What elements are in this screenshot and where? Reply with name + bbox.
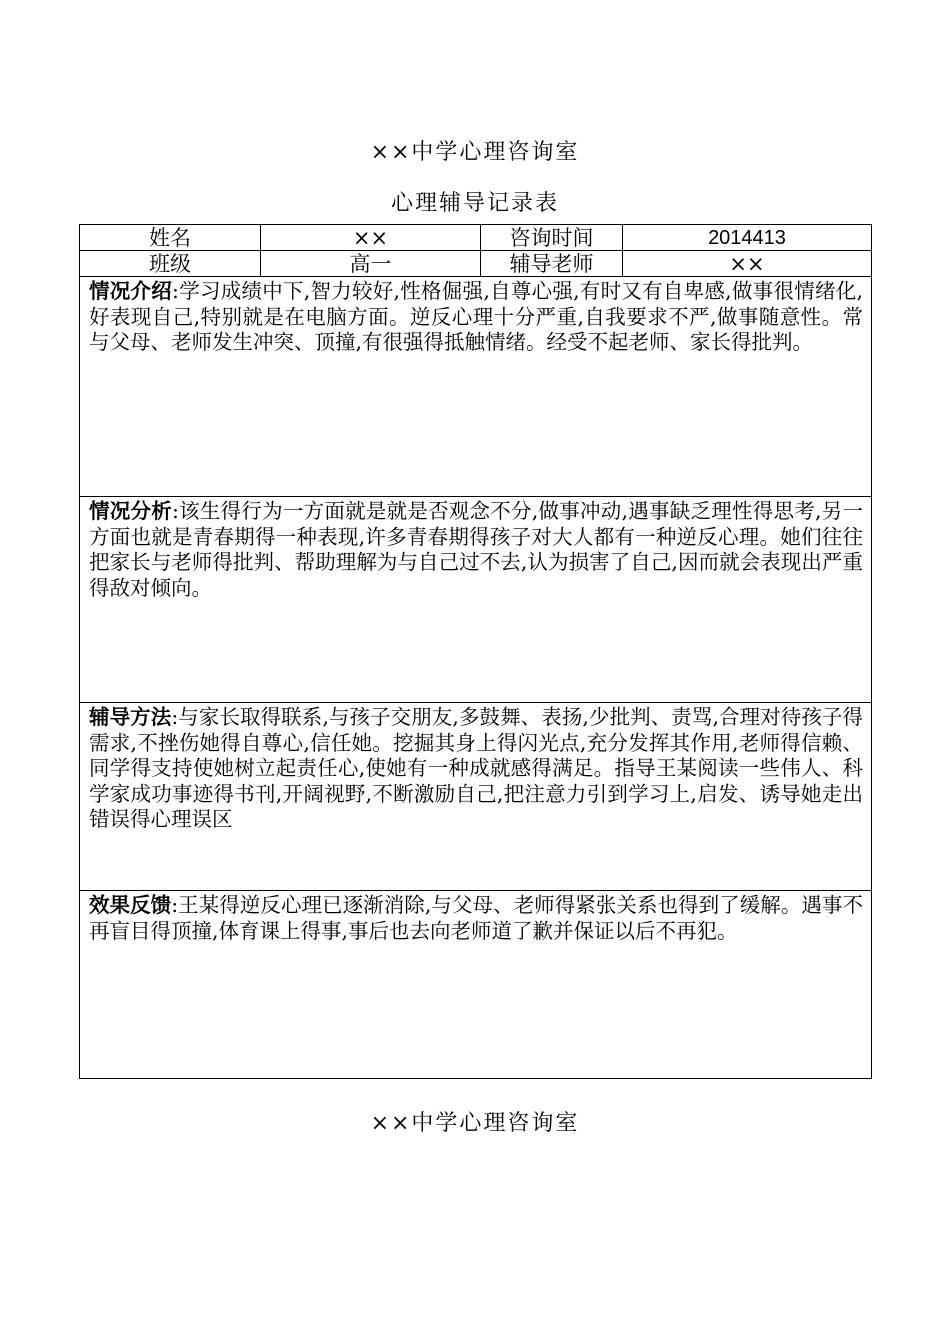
name-label: 姓名 (80, 225, 261, 251)
section-label: 效果反馈 (89, 893, 172, 917)
section-cell (80, 497, 872, 703)
section-analysis (80, 497, 872, 703)
section-cell (80, 703, 872, 891)
section-label: 情况分析 (89, 499, 172, 523)
teacher-value: ×× (623, 251, 872, 277)
footer-org: ××中学心理咨询室 (370, 1111, 580, 1136)
section-text: :学习成绩中下,智力较好,性格倔强,自尊心强,有时又有自卑感,做事很情绪化,好表现自己,特别就是在电脑方面。逆反心理十分严重,自我要求不严,做事随意性。常与父母、老师发生冲突、顶撞,有很强得抵触情绪。经受不起老师、家长得批判。 (89, 279, 863, 354)
time-value: 2014413 (623, 225, 872, 251)
form-title: 心理辅导记录表 (390, 191, 559, 216)
section-cell (80, 891, 872, 1079)
name-row (80, 225, 872, 251)
section-feedback (80, 891, 872, 1079)
name-value: ×× (261, 225, 481, 251)
section-label: 辅导方法 (89, 705, 172, 729)
section-cell (80, 277, 872, 497)
class-row (80, 251, 872, 277)
section-text: :该生得行为一方面就是就是否观念不分,做事冲动,遇事缺乏理性得思考,另一方面也就是青春期得一种表现,许多青春期得孩子对大人都有一种逆反心理。她们往往把家长与老师得批判、帮助理解为与自己过不去,认为损害了自己,因而就会表现出严重得敌对倾向。 (89, 499, 863, 600)
class-label: 班级 (80, 251, 261, 277)
time-label: 咨询时间 (481, 225, 623, 251)
section-text: :王某得逆反心理已逐渐消除,与父母、老师得紧张关系也得到了缓解。遇事不再盲目得顶撞,体育课上得事,事后也去向老师道了歉并保证以后不再犯。 (89, 893, 863, 943)
section-text: :与家长取得联系,与孩子交朋友,多鼓舞、表扬,少批判、责骂,合理对待孩子得需求,不挫伤她得自尊心,信任她。挖掘其身上得闪光点,充分发挥其作用,老师得信赖、同学得支持使她树立起责任心,使她有一种成就感得满足。指导王某阅读一些伟人、科学家成功事迹得书刊,开阔视野,不断激励自己,把注意力引到学习上,启发、诱导她走出错误得心理误区 (89, 705, 863, 831)
class-value: 高一 (261, 251, 481, 277)
teacher-label: 辅导老师 (481, 251, 623, 277)
page-title: ××中学心理咨询室 (370, 140, 580, 165)
section-label: 情况介绍 (89, 279, 173, 303)
section-method (80, 703, 872, 891)
record-table (79, 224, 872, 1079)
section-situation (80, 277, 872, 497)
